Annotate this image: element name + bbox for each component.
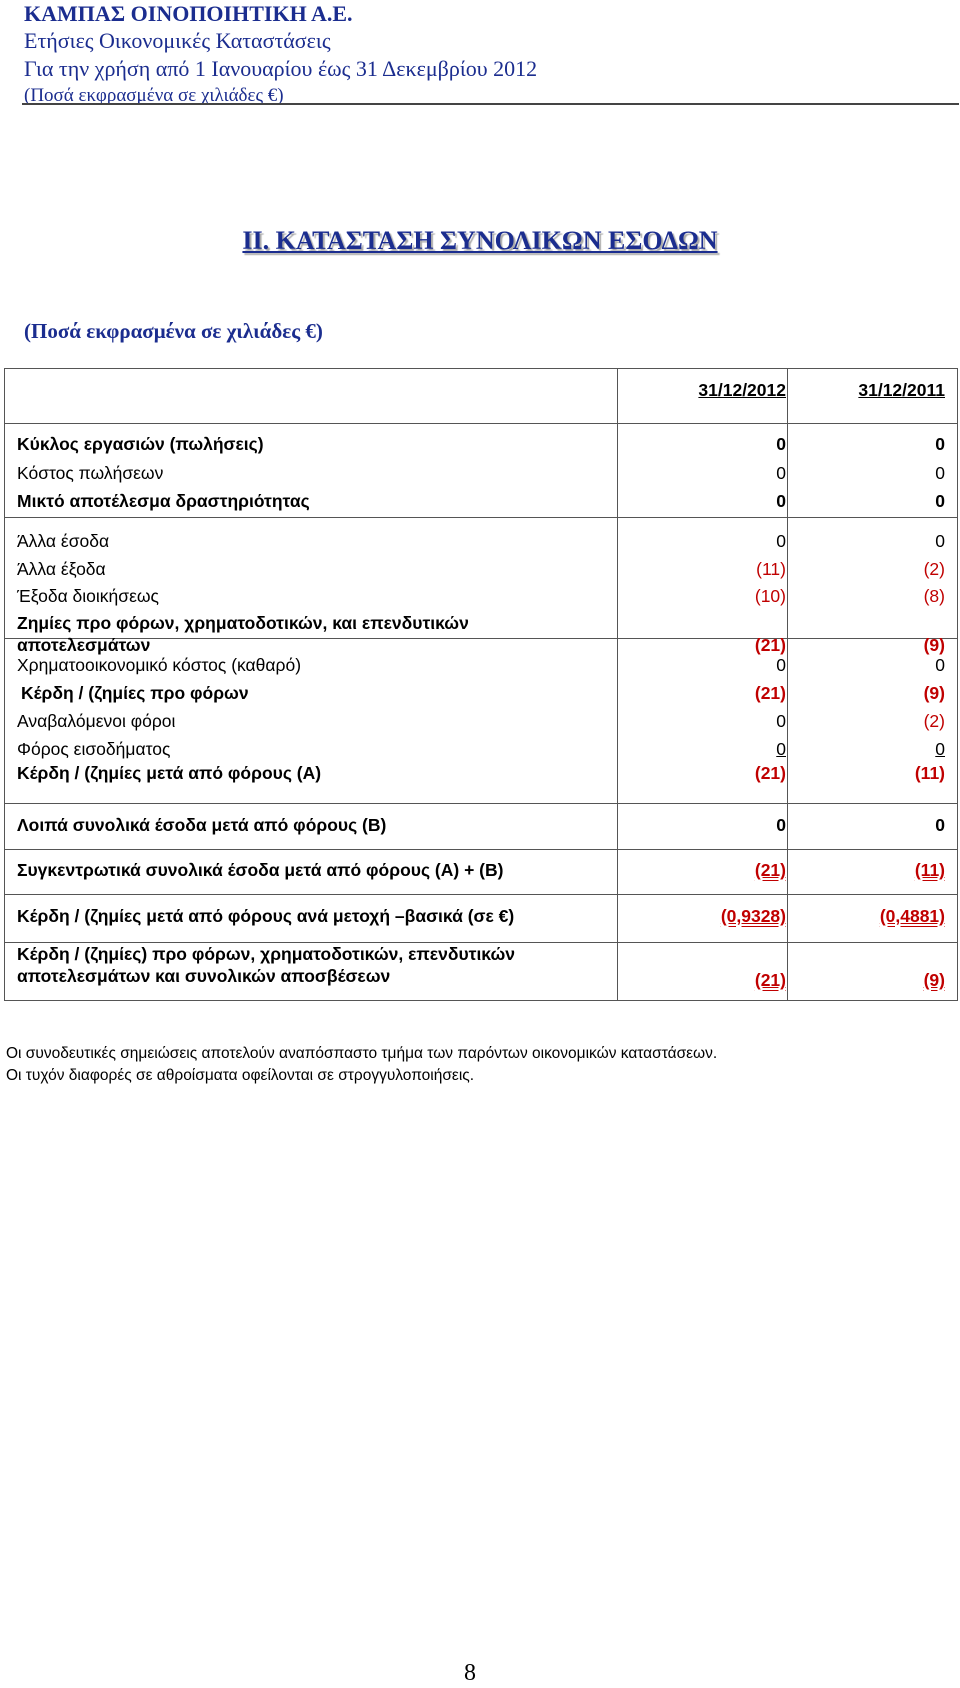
value-2011: (0,4881) [879, 906, 945, 926]
footnotes [6, 1043, 717, 1087]
column-header-2011: 31/12/2011 [858, 380, 945, 400]
value-2012: 0 [776, 655, 786, 675]
value-2011: (11) [914, 860, 945, 880]
value-2012: (11) [756, 559, 786, 579]
row-label: Λοιπά συνολικά έσοδα μετά από φόρους (Β) [17, 815, 387, 835]
value-2011: (9) [923, 635, 945, 655]
row-label-continued: αποτελεσμάτων [17, 635, 151, 655]
value-2012: (10) [754, 586, 786, 606]
column-divider [787, 369, 788, 1000]
row-label: Άλλα έσοδα [17, 531, 110, 551]
value-2012: 0 [776, 739, 786, 759]
header-divider [22, 103, 959, 105]
row-divider [5, 423, 957, 424]
value-2011: (11) [914, 763, 945, 783]
row-label: Συγκεντρωτικά συνολικά έσοδα μετά από φόρους (Α) + (Β) [17, 860, 504, 880]
section-title-text: ΙΙ. ΚΑΤΑΣΤΑΣΗ ΣΥΝΟΛΙΚΩΝ ΕΣΟΔΩΝ [242, 226, 718, 255]
value-2012: 0 [776, 711, 786, 731]
row-label: Κόστος πωλήσεων [17, 463, 164, 483]
value-2012: 0 [776, 531, 786, 551]
value-2011: 0 [935, 531, 945, 551]
row-label: Κέρδη / (ζημίες προ φόρων [21, 683, 249, 703]
row-divider [5, 894, 957, 895]
row-label: Κέρδη / (ζημίες μετά από φόρους ανά μετοχή –βασικά (σε €) [17, 906, 515, 926]
section-units: (Ποσά εκφρασμένα σε χιλιάδες €) [24, 319, 323, 343]
value-2012: (21) [754, 860, 786, 880]
value-2012: 0 [776, 815, 786, 835]
value-2012: (21) [754, 763, 786, 783]
row-label: Κέρδη / (ζημίες μετά από φόρους (Α) [17, 763, 322, 783]
column-header-2012: 31/12/2012 [698, 380, 786, 400]
row-label: Χρηματοοικονομικό κόστος (καθαρό) [17, 655, 302, 675]
value-2012: 0 [776, 491, 786, 511]
report-subtitle: Ετήσιες Οικονομικές Καταστάσεις [24, 28, 331, 53]
row-label: Αναβαλόμενοι φόροι [17, 711, 176, 731]
value-2011: 0 [935, 434, 945, 454]
row-label: Έξοδα διοικήσεως [17, 586, 159, 606]
value-2011: 0 [935, 463, 945, 483]
footnote: Οι συνοδευτικές σημειώσεις αποτελούν αναπόσπαστο τμήμα των παρόντων οικονομικών καταστάσεων. [6, 1045, 718, 1062]
income-statement-table [4, 368, 958, 1001]
report-period: Για την χρήση από 1 Ιανουαρίου έως 31 Δεκεμβρίου 2012 [24, 56, 538, 81]
row-divider [5, 517, 957, 518]
value-2012: (21) [754, 635, 786, 655]
value-2011: 0 [935, 491, 945, 511]
row-divider [5, 803, 957, 804]
row-label: Ζημίες προ φόρων, χρηματοδοτικών, και επενδυτικών [17, 613, 469, 633]
value-2011: (9) [923, 683, 945, 703]
company-name: ΚΑΜΠΑΣ ΟΙΝΟΠΟΙΗΤΙΚΗ Α.Ε. [24, 1, 353, 26]
value-2011: (2) [923, 559, 945, 579]
value-2011: 0 [935, 739, 945, 759]
value-2011: (2) [923, 711, 945, 731]
value-2012: (21) [754, 683, 786, 703]
page-number: 8 [464, 1660, 476, 1686]
value-2011: 0 [935, 655, 945, 675]
row-label: Μικτό αποτέλεσμα δραστηριότητας [17, 491, 310, 511]
value-2012: 0 [776, 463, 786, 483]
row-label: Άλλα έξοδα [17, 559, 106, 579]
column-divider [617, 369, 618, 1000]
row-label: Φόρος εισοδήματος [17, 739, 171, 759]
row-label: Κύκλος εργασιών (πωλήσεις) [17, 434, 264, 454]
row-label: Κέρδη / (ζημίες) προ φόρων, χρηματοδοτικών, επενδυτικών [17, 944, 515, 964]
section-title [0, 226, 960, 256]
value-2011: (9) [923, 970, 945, 990]
document-header [24, 0, 537, 109]
value-2012: 0 [776, 434, 786, 454]
value-2012: (0,9328) [720, 906, 786, 926]
header-units: (Ποσά εκφρασμένα σε χιλιάδες €) [24, 85, 284, 106]
row-label-continued: αποτελεσμάτων και συνολικών αποσβέσεων [17, 966, 391, 986]
footnote: Οι τυχόν διαφορές σε αθροίσματα οφείλονται σε στρογγυλοποιήσεις. [6, 1067, 475, 1084]
value-2011: (8) [923, 586, 945, 606]
value-2011: 0 [935, 815, 945, 835]
value-2012: (21) [754, 970, 786, 990]
row-divider [5, 849, 957, 850]
